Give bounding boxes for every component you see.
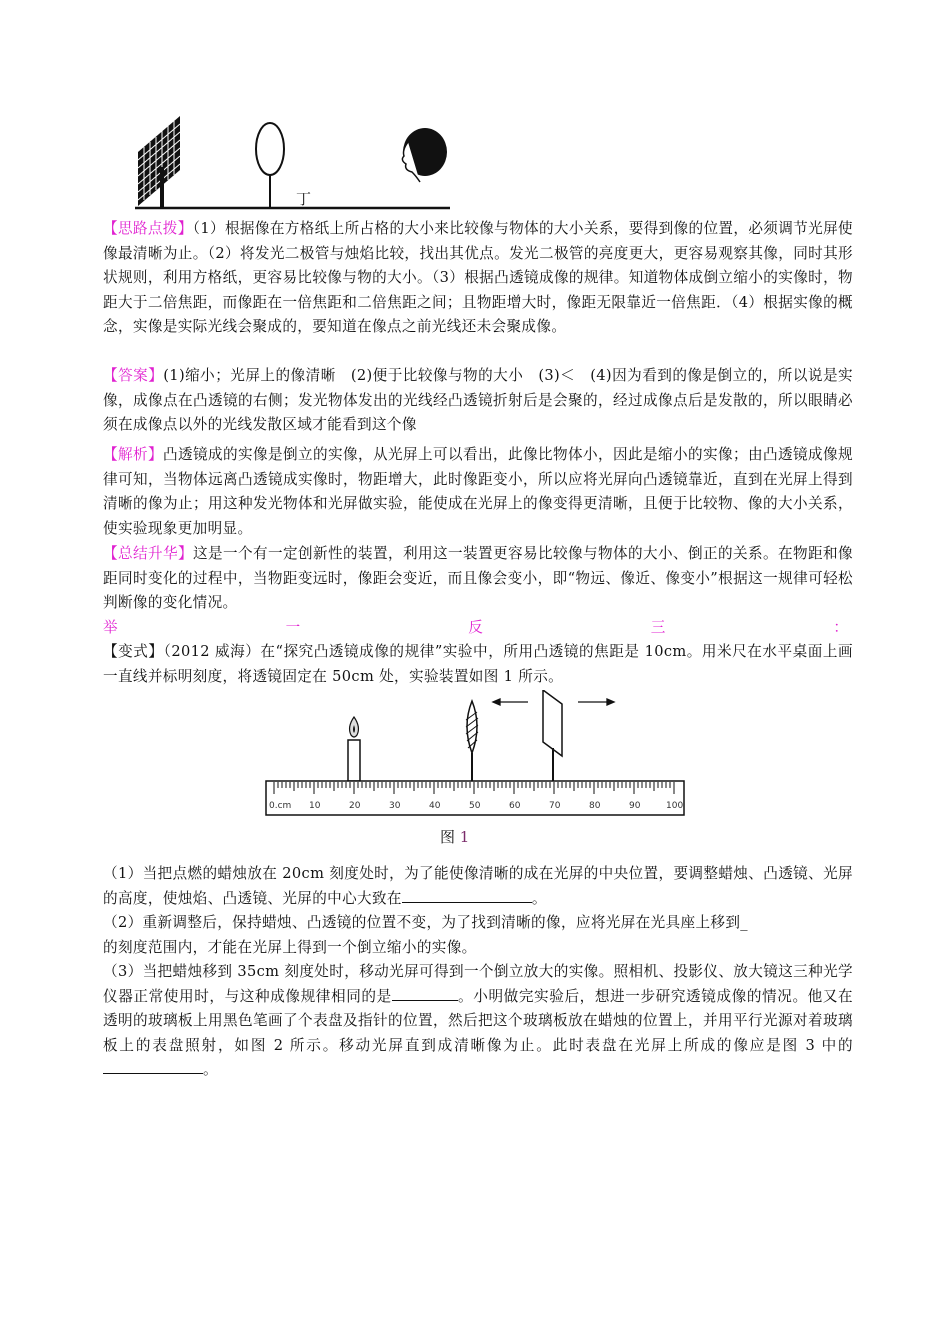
heading-char-3: 反 xyxy=(468,619,483,636)
svg-text:40: 40 xyxy=(429,801,441,811)
svg-text:70: 70 xyxy=(549,801,561,811)
svg-text:10: 10 xyxy=(309,801,321,811)
variant-text: （2012 威海）在“探究凸透镜成像的规律”实验中，所用凸透镜的焦距是 10cm。用米尺在水平桌面上画一直线并标明刻度，将透镜固定在 50cm 处，实验装置如图 1 所示。 xyxy=(103,643,853,685)
svg-text:30: 30 xyxy=(389,801,401,811)
section-answer xyxy=(103,364,853,438)
observer-head-icon xyxy=(402,128,447,182)
heading-char-2: 一 xyxy=(285,619,301,636)
silu-text: （1）根据像在方格纸上所占格的大小来比较像与物体的大小关系，要得到像的位置，必须调节光屏使像最清晰为止。（2）将发光二极管与烛焰比较，找出其优点。发光二极管的亮度更大，更容易观察其像，同时其形状规则，利用方格纸，更容易比较像与物的大小。（3）根据凸透镜成像的规律。知道物体成倒立缩小的实像时，物距大于二倍焦距，而像距在一倍焦距和二倍焦距之间；且物距增大时，像距无限靠近一倍焦距．（4）根据实像的概念，实像是实际光线会聚成的，要知道在像点之前光线还未会聚成像。 xyxy=(103,220,853,335)
convex-lens-icon xyxy=(466,701,478,781)
svg-text:60: 60 xyxy=(509,801,521,811)
svg-text:100: 100 xyxy=(666,801,684,811)
summary-text: 这是一个有一定创新性的装置，利用这一装置更容易比较像与物体的大小、倒正的关系。在物距和像距同时变化的过程中，当物距变远时，像距会变近，而且像会变小，即“物远、像近、像变小”根据这一规律可轻松判断像的变化情况。 xyxy=(103,545,853,611)
heading-char-1: 举 xyxy=(103,619,118,636)
ruler-unit: 0.cm xyxy=(269,801,292,811)
ruler xyxy=(266,781,684,815)
answer-blank-3a[interactable] xyxy=(392,985,458,1001)
figure-1-caption: 图 1 xyxy=(440,828,470,846)
tag-silu: 【思路点拨】 xyxy=(103,220,193,237)
tag-variant: 【变式】 xyxy=(103,643,164,660)
svg-text:90: 90 xyxy=(629,801,641,811)
questions xyxy=(103,862,853,1083)
svg-text:50: 50 xyxy=(469,801,481,811)
section-analysis xyxy=(103,443,853,541)
answer-blank-1[interactable] xyxy=(402,887,532,903)
svg-text:20: 20 xyxy=(349,801,361,811)
left-arrow-icon xyxy=(493,699,528,705)
tag-analysis: 【解析】 xyxy=(103,446,164,463)
heading-char-5: ： xyxy=(833,619,848,636)
light-screen-icon xyxy=(543,690,562,781)
section-silu xyxy=(103,217,853,340)
question-1: （1）当把点燃的蜡烛放在 20cm 刻度处时，为了能使像清晰的成在光屏的中央位置，要调整蜡烛、凸透镜、光屏的高度，使烛焰、凸透镜、光屏的中心大致在 。 xyxy=(103,865,853,907)
question-3: （3）当把蜡烛移到 35cm 刻度处时，移动光屏可得到一个倒立放大的实像。照相机、投影仪、放大镜这三种光学仪器正常使用时，与这种成像规律相同的是 。小明做完实验后，想进一步研究透镜成像的情况。他又在透明的玻璃板上用黑色笔画了个表盘及指针的位置，然后把这个玻璃板放在蜡烛的位置上，并用平行光源对着玻璃板上的表盘照射，如图 2 所示。移动光屏直到成清晰像为止。此时表盘在光屏上所成的像应是图 3 中的。 xyxy=(103,963,853,1078)
tag-answer: 【答案】 xyxy=(103,367,164,384)
right-arrow-icon xyxy=(578,699,614,705)
tag-summary: 【总结升华】 xyxy=(103,545,194,562)
answer-blank-3b[interactable] xyxy=(103,1058,203,1074)
question-2: （2）重新调整后，保持蜡烛、凸透镜的位置不变，为了找到清晰的像，应将光屏在光具座上移到_ 的刻度范围内，才能在光屏上得到一个倒立缩小的实像。 xyxy=(103,914,748,956)
candle-icon xyxy=(348,717,360,781)
figure-ding-label: 丁 xyxy=(296,190,312,208)
heading-char-4: 三 xyxy=(650,619,666,636)
convex-lens-icon xyxy=(256,123,284,207)
answer-text: (1)缩小；光屏上的像清晰 (2)便于比较像与物的大小 (3)＜ (4)因为看到的像是倒立的，所以说是实像，成像点在凸透镜的右侧；发光物体发出的光线经凸透镜折射后是会聚的，经过成像点后是发散的，所以眼睛必须在成像点以外的光线发散区域才能看到这个像 xyxy=(103,367,853,433)
section-variant xyxy=(103,640,853,689)
svg-text:80: 80 xyxy=(589,801,601,811)
figure-1-optical-bench xyxy=(262,690,688,850)
figure-ding xyxy=(120,112,450,212)
practice-heading xyxy=(103,616,848,640)
section-summary xyxy=(103,542,853,616)
analysis-text: 凸透镜成的实像是倒立的实像，从光屏上可以看出，此像比物体小，因此是缩小的实像；由凸透镜成像规律可知，当物体远离凸透镜成实像时，物距增大，此时像距变小，所以应将光屏向凸透镜靠近，直到在光屏上得到清晰的像为止；用这种发光物体和光屏做实验，能使成在光屏上的像变得更清晰，且便于比较物、像的大小关系，使实验现象更加明显。 xyxy=(103,446,854,537)
grid-screen-icon xyxy=(138,116,180,207)
